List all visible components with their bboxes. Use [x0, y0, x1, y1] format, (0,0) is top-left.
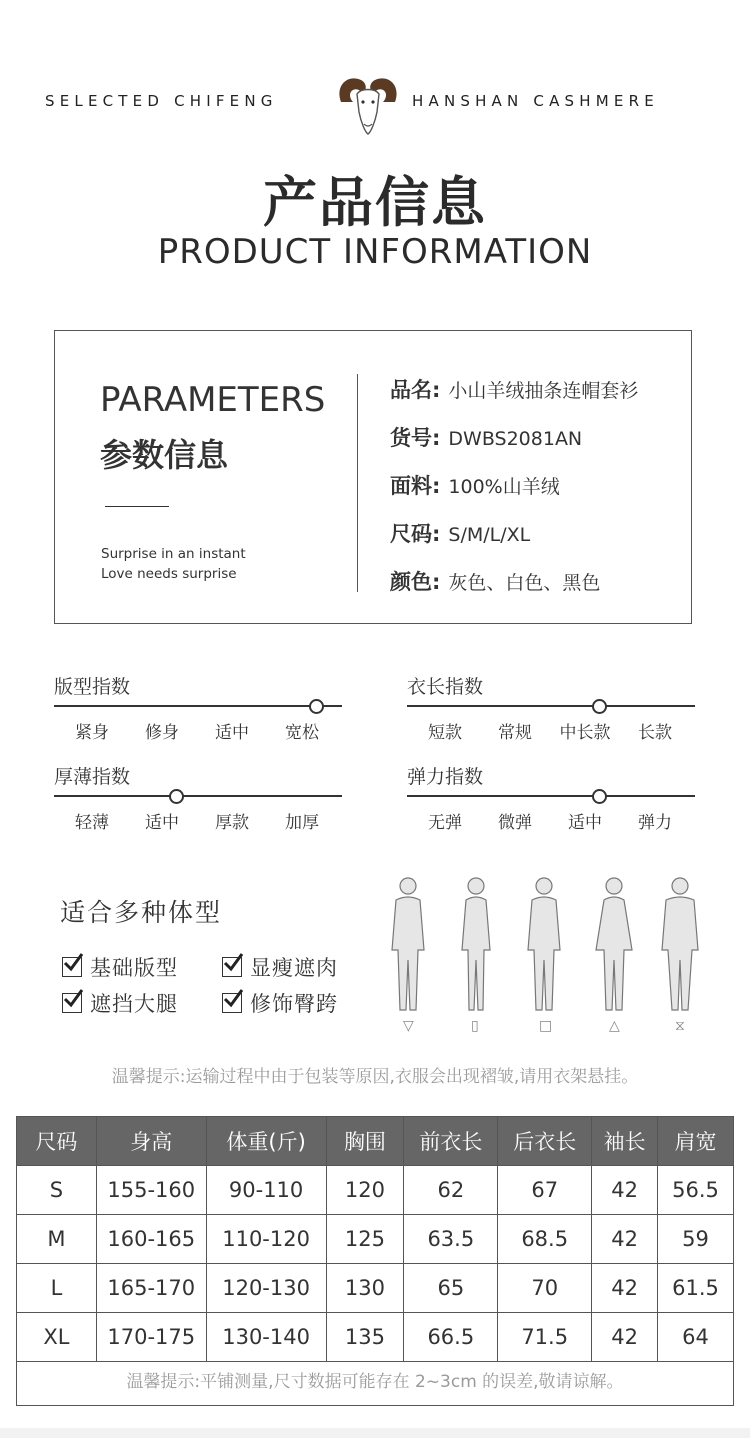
- index-label: 轻薄: [75, 813, 109, 833]
- body-shape-label: ▽: [403, 1018, 414, 1034]
- param-value: S/M/L/XL: [448, 524, 531, 546]
- fit-item: [62, 952, 178, 982]
- table-cell: 63.5: [404, 1215, 498, 1264]
- table-cell: 155-160: [96, 1166, 206, 1215]
- param-key: 品名:: [390, 378, 441, 402]
- index-group: [407, 762, 695, 832]
- column-header: 前衣长: [404, 1117, 498, 1166]
- table-cell: 42: [592, 1313, 658, 1362]
- brand-left-text: SELECTED CHIFENG: [45, 92, 278, 110]
- table-cell: 62: [404, 1166, 498, 1215]
- table-row: [17, 1166, 734, 1215]
- param-row-color: [390, 566, 600, 596]
- index-scale-line: [407, 795, 695, 797]
- table-cell: 120-130: [206, 1264, 326, 1313]
- fit-item: [222, 988, 338, 1018]
- column-header: 袖长: [592, 1117, 658, 1166]
- table-cell: 67: [498, 1166, 592, 1215]
- index-label: 微弹: [498, 813, 532, 833]
- table-cell: 135: [326, 1313, 404, 1362]
- checkbox-checked-icon: [222, 993, 242, 1013]
- index-marker: [592, 699, 607, 714]
- brand-right-text: HANSHAN CASHMERE: [412, 92, 659, 110]
- table-row: [17, 1215, 734, 1264]
- size-table: [16, 1116, 734, 1362]
- table-cell: 120: [326, 1166, 404, 1215]
- param-value: DWBS2081AN: [448, 428, 583, 450]
- param-key: 货号:: [390, 426, 441, 450]
- bottom-divider: [0, 1428, 750, 1438]
- index-label: 适中: [568, 813, 602, 833]
- table-cell: S: [17, 1166, 97, 1215]
- index-label: 长款: [638, 723, 672, 743]
- body-shape-label: □: [539, 1018, 553, 1034]
- shipping-tip: 温馨提示:运输过程中由于包装等原因,衣服会出现褶皱,请用衣架悬挂。: [111, 1067, 639, 1087]
- fit-item-label: 显瘦遮肉: [250, 956, 338, 980]
- slogan-line-1: Surprise in an instant: [101, 546, 246, 562]
- checkbox-checked-icon: [62, 993, 82, 1013]
- index-group: [54, 762, 342, 832]
- table-cell: 130: [326, 1264, 404, 1313]
- parameters-underline: [105, 506, 169, 507]
- table-cell: 66.5: [404, 1313, 498, 1362]
- index-title: 弹力指数: [407, 766, 484, 788]
- table-cell: 42: [592, 1215, 658, 1264]
- table-cell: 61.5: [658, 1264, 734, 1313]
- table-cell: 68.5: [498, 1215, 592, 1264]
- body-shape-label: ⧖: [675, 1018, 685, 1034]
- table-cell: 71.5: [498, 1313, 592, 1362]
- fit-item: [62, 988, 178, 1018]
- page-title-en: PRODUCT INFORMATION: [157, 232, 593, 272]
- index-label: 宽松: [285, 723, 319, 743]
- body-type-figures: [380, 860, 720, 1040]
- table-row: [17, 1313, 734, 1362]
- table-cell: 65: [404, 1264, 498, 1313]
- param-row-name: [390, 374, 638, 404]
- checkbox-checked-icon: [222, 957, 242, 977]
- index-marker: [592, 789, 607, 804]
- table-cell: 165-170: [96, 1264, 206, 1313]
- size-table-header: [17, 1117, 734, 1166]
- fit-item-label: 遮挡大腿: [90, 992, 178, 1016]
- column-header: 肩宽: [658, 1117, 734, 1166]
- fit-item-label: 修饰臀跨: [250, 992, 338, 1016]
- index-scale-line: [54, 795, 342, 797]
- index-label: 短款: [428, 723, 462, 743]
- table-cell: 125: [326, 1215, 404, 1264]
- parameters-heading-cn: 参数信息: [100, 436, 229, 474]
- table-cell: M: [17, 1215, 97, 1264]
- index-marker: [309, 699, 324, 714]
- table-cell: 70: [498, 1264, 592, 1313]
- table-cell: 170-175: [96, 1313, 206, 1362]
- slogan-line-2: Love needs surprise: [101, 566, 237, 582]
- index-label: 紧身: [75, 723, 109, 743]
- checkbox-checked-icon: [62, 957, 82, 977]
- table-cell: XL: [17, 1313, 97, 1362]
- index-title: 衣长指数: [407, 676, 484, 698]
- param-key: 颜色:: [390, 570, 441, 594]
- column-header: 尺码: [17, 1117, 97, 1166]
- page-title-cn: 产品信息: [263, 171, 487, 234]
- table-cell: 56.5: [658, 1166, 734, 1215]
- table-cell: 130-140: [206, 1313, 326, 1362]
- index-label: 中长款: [559, 723, 611, 743]
- fit-item: [222, 952, 338, 982]
- param-value: 100%山羊绒: [448, 476, 560, 498]
- body-shape-label: ▯: [471, 1018, 479, 1034]
- param-key: 面料:: [390, 474, 441, 498]
- index-title: 版型指数: [54, 676, 131, 698]
- param-key: 尺码:: [390, 522, 441, 546]
- table-cell: L: [17, 1264, 97, 1313]
- index-label: 适中: [215, 723, 249, 743]
- index-scale-line: [54, 705, 342, 707]
- table-cell: 90-110: [206, 1166, 326, 1215]
- body-shape-label: △: [609, 1018, 620, 1034]
- fit-item-label: 基础版型: [90, 956, 178, 980]
- index-label: 无弹: [428, 813, 462, 833]
- ram-head-icon: [333, 72, 403, 136]
- param-row-size: [390, 518, 530, 548]
- index-label: 加厚: [285, 813, 319, 833]
- table-cell: 42: [592, 1264, 658, 1313]
- index-scale-line: [407, 705, 695, 707]
- index-label: 适中: [145, 813, 179, 833]
- index-group: [407, 672, 695, 742]
- param-value: 小山羊绒抽条连帽套衫: [448, 380, 639, 402]
- index-label: 弹力: [638, 813, 672, 833]
- column-header: 身高: [96, 1117, 206, 1166]
- index-title: 厚薄指数: [54, 766, 131, 788]
- column-header: 胸围: [326, 1117, 404, 1166]
- table-cell: 110-120: [206, 1215, 326, 1264]
- param-row-sku: [390, 422, 582, 452]
- column-header: 体重(斤): [206, 1117, 326, 1166]
- table-row: [17, 1264, 734, 1313]
- param-value: 灰色、白色、黑色: [448, 572, 601, 594]
- table-cell: 160-165: [96, 1215, 206, 1264]
- index-label: 厚款: [215, 813, 249, 833]
- param-row-fabric: [390, 470, 560, 500]
- fit-title: 适合多种体型: [60, 898, 223, 927]
- measurement-tip: 温馨提示:平铺测量,尺寸数据可能存在 2~3cm 的误差,敬请谅解。: [16, 1358, 734, 1406]
- parameters-heading-en: PARAMETERS: [100, 380, 326, 420]
- index-label: 修身: [145, 723, 179, 743]
- index-label: 常规: [498, 723, 532, 743]
- index-group: [54, 672, 342, 742]
- index-marker: [169, 789, 184, 804]
- table-cell: 42: [592, 1166, 658, 1215]
- table-cell: 59: [658, 1215, 734, 1264]
- parameters-divider: [357, 374, 358, 592]
- table-cell: 64: [658, 1313, 734, 1362]
- column-header: 后衣长: [498, 1117, 592, 1166]
- body-figures-icon: [380, 860, 720, 1020]
